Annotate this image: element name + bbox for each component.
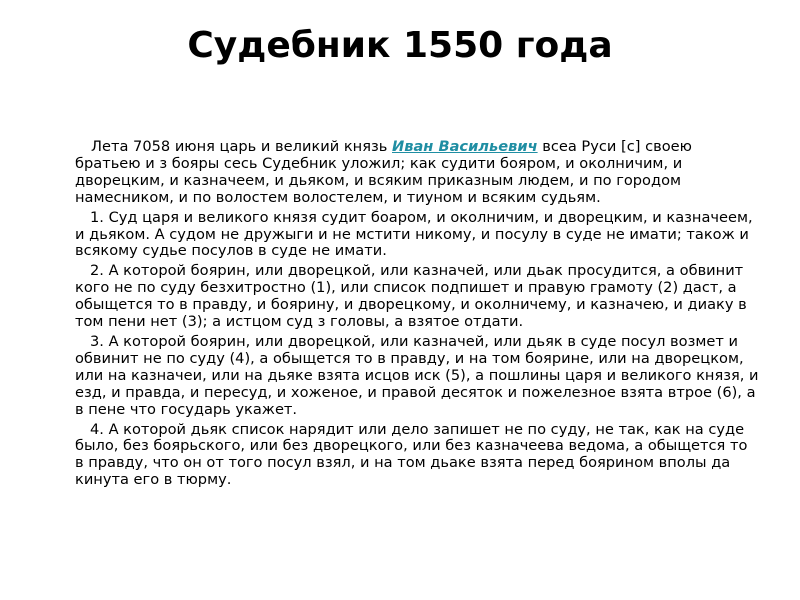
intro-paragraph: [75, 139, 760, 207]
intro-text-after: всеа Руси [с] своею братьею и з бояры сесь Судебник уложил; как судити бояром, и околничим, и дворецким, и казначеем, и дьяком, и всяким приказным людем, и по городом намесником, и по волостем волостелем, и тиуном и всяким судьям.: [75, 138, 692, 206]
article-3-paragraph: 3. А которой боярин, или дворецкой, или казначей, или дьяк в суде посул возмет и обвинит не по суду (4), а обыщется то в правду, и на том боярине, или на дворецком, или на казначеи, или на дьяке взята исцов иск (5), а пошлины царя и великого князя, и езд, и правда, и пересуд, и хоженое, и правой десяток и пожелезное взята втрое (6), а в пене что государь укажет.: [75, 332, 759, 418]
page-title: Судебник 1550 года: [187, 25, 613, 66]
document-body: [75, 139, 760, 492]
article-1-paragraph: 1. Суд царя и великого князя судит боаром, и околничим, и дворецким, и казначеем, и дьяком. А судом не дружыги и не мстити никому, и посулу в суде не имати; також и всякому судье посулов в суде не имати.: [75, 208, 753, 260]
intro-text-before: Лета 7058 июня царь и великий князь: [91, 138, 392, 155]
ivan-vasilyevich-link[interactable]: Иван Васильевич: [392, 138, 538, 155]
article-4-paragraph: 4. А которой дьяк список нарядит или дело запишет не по суду, не так, как на суде было, без боярьского, или без дворецкого, или без казначеева ведома, а обыщется то в правду, что он от того посул взял, и на том дьаке взята перед боярином вполы да кинута его в тюрму.: [75, 420, 748, 489]
article-2-paragraph: 2. А которой боярин, или дворецкой, или казначей, или дьак просудится, а обвинит кого не по суду безхитростно (1), или список подпишет и правую грамоту (2) даст, а обыщется то в правду, и боярину, и дворецкому, и околничему, и казначею, и диаку в том пени нет (3); а истцом суд з головы, а взятое отдати.: [75, 262, 747, 331]
